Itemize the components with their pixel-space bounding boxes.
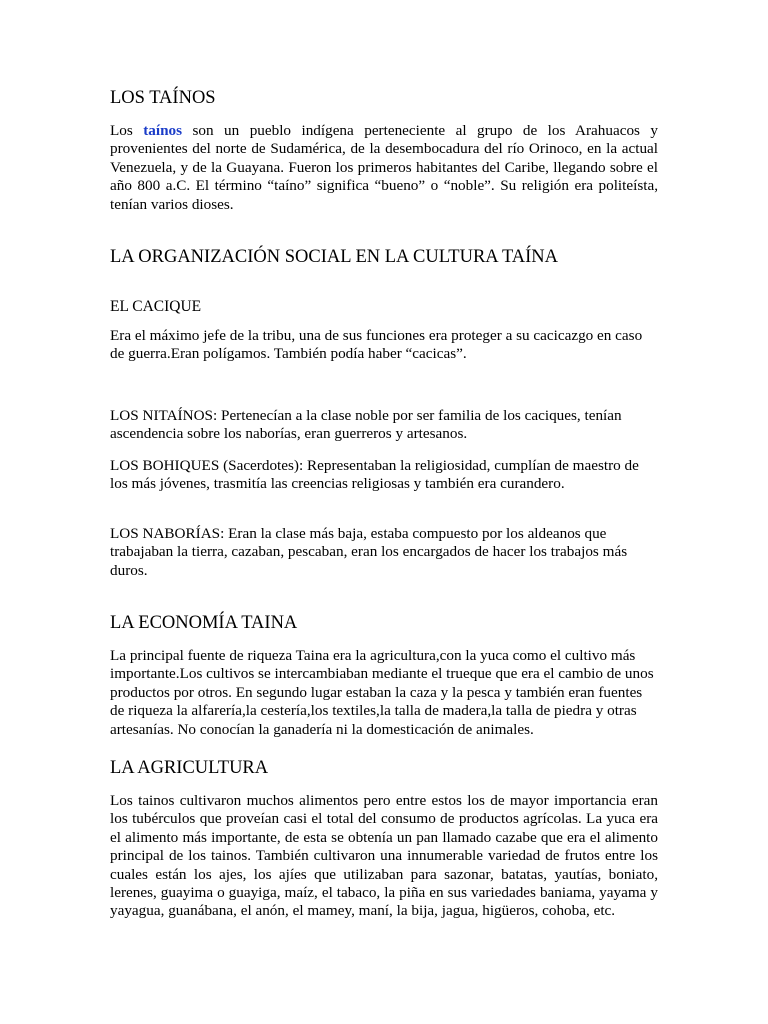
paragraph-nitainos: LOS NITAÍNOS: Pertenecían a la clase noble por ser familia de los caciques, tenían ascendencia sobre los naborías, eran guerreros y artesanos. bbox=[110, 407, 622, 443]
intro-lead-text: Los bbox=[110, 122, 144, 139]
heading-el-cacique: EL CACIQUE bbox=[110, 298, 202, 315]
paragraph-naborias: LOS NABORÍAS: Eran la clase más baja, estaba compuesto por los aldeanos que trabajaban la tierra, cazaban, pescaban, eran los encargados de hacer los trabajos más duros. bbox=[110, 525, 628, 579]
paragraph-economia: La principal fuente de riqueza Taina era la agricultura,con la yuca como el cultivo más importante.Los cultivos se intercambiaban mediante el trueque que era el cambio de unos productos por otros. En segundo lugar estaban la caza y la pesca y también eran fuentes de riqueza la alfarería,la cestería,los textiles,la talla de madera,la talla de piedra y otras artesanías. No conocían la ganadería ni la domesticación de animales. bbox=[110, 647, 654, 738]
heading-los-tainos: LOS TAÍNOS bbox=[110, 88, 216, 108]
paragraph-cacique: Era el máximo jefe de la tribu, una de sus funciones era proteger a su cacicazgo en caso de guerra.Eran polígamos. También podía haber “cacicas”. bbox=[110, 327, 643, 363]
heading-organizacion-social: LA ORGANIZACIÓN SOCIAL EN LA CULTURA TAÍNA bbox=[110, 247, 559, 267]
paragraph-agricultura: Los tainos cultivaron muchos alimentos pero entre estos los de mayor importancia eran los tubérculos que proveían casi el total del consumo de productos agrícolas. La yuca era el alimento más importante, de esta se obtenía un pan llamado cazabe que era el alimento principal de los tainos. También cultivaron una innumerable variedad de frutos entre los cuales están los ajes, los ajíes que utilizaban para sazonar, batatas, yautías, boniato, lerenes, guayima o guayiga, maíz, el tabaco, la piña en sus variedades baniama, yayama y yayagua, guanábana, el anón, el mamey, maní, la bija, jagua, higüeros, cohoba, etc. bbox=[110, 792, 658, 920]
heading-agricultura: LA AGRICULTURA bbox=[110, 758, 269, 778]
tainos-link[interactable]: taínos bbox=[143, 122, 183, 139]
heading-economia-taina: LA ECONOMÍA TAINA bbox=[110, 613, 298, 633]
intro-rest-text: son un pueblo indígena perteneciente al grupo de los Arahuacos y provenientes del norte de Sudamérica, de la desembocadura del río Orinoco, en la actual Venezuela, y de la Guayana. Fueron los primeros habitantes del Caribe, llegando sobre el año 800 a.C. El término “taíno” significa “bueno” o “noble”. Su religión era politeísta, tenían varios dioses. bbox=[110, 122, 658, 213]
paragraph-bohiques: LOS BOHIQUES (Sacerdotes): Representaban la religiosidad, cumplían de maestro de los más jóvenes, trasmitía las creencias religiosas y también era curandero. bbox=[110, 457, 639, 493]
paragraph-tainos-intro bbox=[110, 122, 658, 214]
